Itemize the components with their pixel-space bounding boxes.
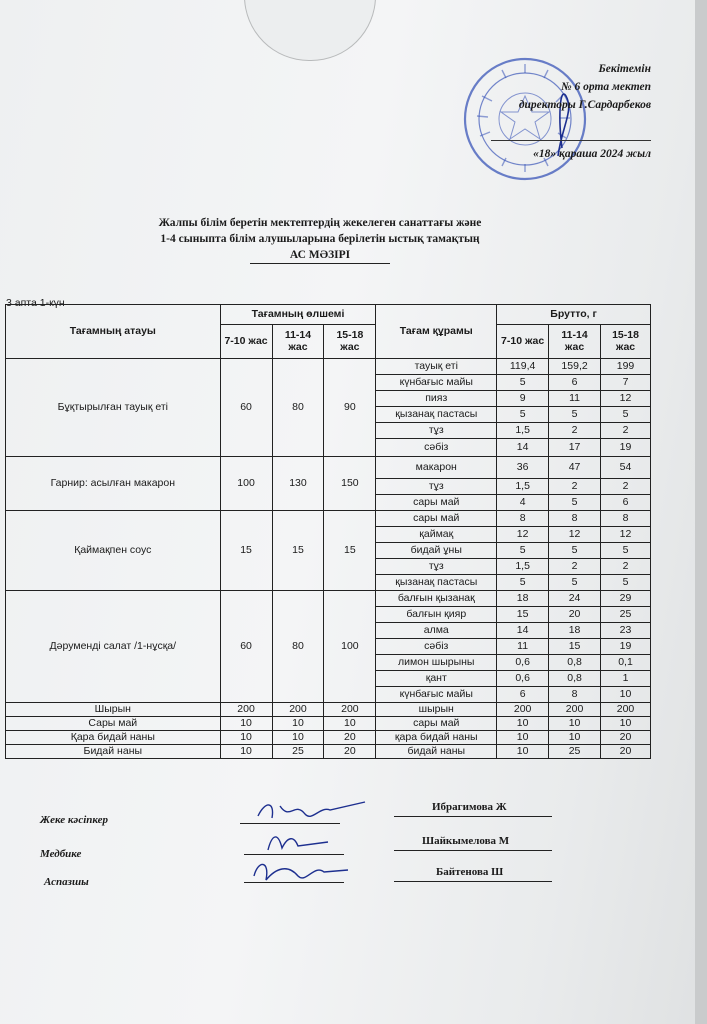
- signature-mark-2: [258, 826, 338, 856]
- ingredient-name: қант: [376, 670, 497, 686]
- portion-value: 200: [272, 702, 324, 716]
- brutto-value: 0,8: [549, 670, 601, 686]
- brutto-value: 119,4: [497, 358, 549, 374]
- brutto-value: 200: [497, 702, 549, 716]
- brutto-value: 5: [601, 574, 651, 590]
- brutto-value: 20: [601, 730, 651, 744]
- signer-name-1: Ибрагимова Ж: [432, 801, 507, 813]
- portion-value: 10: [272, 730, 324, 744]
- document-title: [0, 215, 640, 264]
- portion-value: 15: [220, 510, 272, 590]
- brutto-value: 25: [601, 606, 651, 622]
- brutto-value: 0,8: [549, 654, 601, 670]
- brutto-value: 5: [549, 494, 601, 510]
- brutto-value: 5: [549, 574, 601, 590]
- brutto-value: 7: [601, 374, 651, 390]
- portion-value: 60: [220, 590, 272, 702]
- brutto-value: 200: [549, 702, 601, 716]
- background-edge: [695, 0, 707, 1024]
- brutto-value: 25: [549, 744, 601, 758]
- ingredient-name: қызанақ пастасы: [376, 406, 497, 422]
- week-day-label: 3 апта 1-күн: [6, 297, 65, 309]
- brutto-value: 1,5: [497, 558, 549, 574]
- signature-mark-1: [250, 796, 370, 826]
- ingredient-name: бидай ұны: [376, 542, 497, 558]
- brutto-value: 6: [601, 494, 651, 510]
- brutto-value: 15: [497, 606, 549, 622]
- brutto-value: 6: [497, 686, 549, 702]
- table-row: [6, 730, 651, 744]
- brutto-value: 2: [549, 478, 601, 494]
- title-line-3: АС МӘЗІРІ: [250, 247, 390, 264]
- signer-role-1: Жеке кәсіпкер: [40, 814, 109, 826]
- brutto-value: 10: [497, 730, 549, 744]
- header-portion: Тағамның өлшемі: [220, 304, 376, 324]
- brutto-value: 2: [549, 558, 601, 574]
- ingredient-name: макарон: [376, 456, 497, 478]
- dish-name: Қаймақпен соус: [6, 510, 221, 590]
- brutto-value: 10: [601, 686, 651, 702]
- brutto-value: 2: [549, 422, 601, 438]
- header-age-11-14: 11-14 жас: [272, 324, 324, 358]
- brutto-value: 5: [497, 406, 549, 422]
- table-row: [6, 358, 651, 374]
- dish-name: Гарнир: асылған макарон: [6, 456, 221, 510]
- portion-value: 20: [324, 744, 376, 758]
- ingredient-name: сары май: [376, 510, 497, 526]
- table-row: [6, 744, 651, 758]
- menu-table: [5, 290, 651, 759]
- brutto-value: 5: [497, 542, 549, 558]
- signer-role-3: Аспазшы: [44, 876, 89, 888]
- brutto-value: 54: [601, 456, 651, 478]
- brutto-value: 0,1: [601, 654, 651, 670]
- ingredient-name: қызанақ пастасы: [376, 574, 497, 590]
- brutto-value: 12: [601, 390, 651, 406]
- brutto-value: 1,5: [497, 422, 549, 438]
- dish-name: Дәруменді салат /1-нұсқа/: [6, 590, 221, 702]
- brutto-value: 19: [601, 438, 651, 456]
- portion-value: 130: [272, 456, 324, 510]
- portion-value: 100: [324, 590, 376, 702]
- header-age-7-10: 7-10 жас: [220, 324, 272, 358]
- ingredient-name: қаймақ: [376, 526, 497, 542]
- brutto-value: 0,6: [497, 670, 549, 686]
- portion-value: 15: [272, 510, 324, 590]
- ingredient-name: бидай наны: [376, 744, 497, 758]
- portion-value: 20: [324, 730, 376, 744]
- dish-name: Сары май: [6, 716, 221, 730]
- ingredient-name: тұз: [376, 558, 497, 574]
- brutto-value: 47: [549, 456, 601, 478]
- approval-date: «18» қараша 2024 жыл: [533, 148, 651, 160]
- table-row: [6, 510, 651, 526]
- ingredient-name: балғын қызанақ: [376, 590, 497, 606]
- portion-value: 80: [272, 358, 324, 456]
- brutto-value: 10: [549, 730, 601, 744]
- brutto-value: 10: [601, 716, 651, 730]
- brutto-value: 8: [549, 686, 601, 702]
- approval-block: [451, 60, 651, 163]
- brutto-value: 159,2: [549, 358, 601, 374]
- title-line-1: Жалпы білім беретін мектептердің жекелеген санаттағы және: [158, 217, 482, 229]
- title-line-2: 1-4 сыныпта білім алушыларына берілетін ыстық тамақтың: [160, 233, 480, 245]
- portion-value: 10: [324, 716, 376, 730]
- table-row: [6, 716, 651, 730]
- ingredient-name: сары май: [376, 494, 497, 510]
- approval-heading: Бекітемін: [598, 63, 651, 75]
- approval-signature-line: [491, 114, 651, 141]
- portion-value: 10: [220, 730, 272, 744]
- brutto-value: 200: [601, 702, 651, 716]
- brutto-value: 12: [497, 526, 549, 542]
- header-brutto-15-18: 15-18 жас: [601, 324, 651, 358]
- brutto-value: 8: [549, 510, 601, 526]
- brutto-value: 11: [497, 638, 549, 654]
- signer-role-2: Медбике: [40, 848, 82, 860]
- dish-name: Шырын: [6, 702, 221, 716]
- menu-table-body: [6, 358, 651, 758]
- brutto-value: 2: [601, 422, 651, 438]
- ingredient-name: тұз: [376, 478, 497, 494]
- ingredient-name: лимон шырыны: [376, 654, 497, 670]
- ingredient-name: балғын қияр: [376, 606, 497, 622]
- brutto-value: 1,5: [497, 478, 549, 494]
- ingredient-name: күнбағыс майы: [376, 374, 497, 390]
- portion-value: 100: [220, 456, 272, 510]
- brutto-value: 0,6: [497, 654, 549, 670]
- portion-value: 200: [220, 702, 272, 716]
- brutto-value: 10: [497, 744, 549, 758]
- brutto-value: 8: [601, 510, 651, 526]
- header-brutto: Брутто, г: [497, 304, 651, 324]
- portion-value: 80: [272, 590, 324, 702]
- ingredient-name: қара бидай наны: [376, 730, 497, 744]
- header-composition: Тағам құрамы: [376, 304, 497, 358]
- dish-name: Бидай наны: [6, 744, 221, 758]
- header-brutto-11-14: 11-14 жас: [549, 324, 601, 358]
- dish-name: Қара бидай наны: [6, 730, 221, 744]
- ingredient-name: шырын: [376, 702, 497, 716]
- portion-value: 60: [220, 358, 272, 456]
- signature-mark-3: [248, 856, 358, 886]
- brutto-value: 23: [601, 622, 651, 638]
- brutto-value: 17: [549, 438, 601, 456]
- brutto-value: 4: [497, 494, 549, 510]
- brutto-value: 2: [601, 558, 651, 574]
- brutto-value: 14: [497, 622, 549, 638]
- ingredient-name: сәбіз: [376, 438, 497, 456]
- approval-school: № 6 орта мектеп: [561, 81, 651, 93]
- brutto-value: 15: [549, 638, 601, 654]
- portion-value: 90: [324, 358, 376, 456]
- table-row: [6, 590, 651, 606]
- ingredient-name: тұз: [376, 422, 497, 438]
- dish-name: Бұқтырылған тауық еті: [6, 358, 221, 456]
- approval-director: директоры Г.Сардарбеков: [518, 99, 651, 111]
- brutto-value: 36: [497, 456, 549, 478]
- brutto-value: 5: [549, 406, 601, 422]
- portion-value: 10: [272, 716, 324, 730]
- brutto-value: 2: [601, 478, 651, 494]
- ingredient-name: сары май: [376, 716, 497, 730]
- brutto-value: 19: [601, 638, 651, 654]
- brutto-value: 8: [497, 510, 549, 526]
- signer-name-3: Байтенова Ш: [436, 866, 504, 878]
- brutto-value: 5: [497, 574, 549, 590]
- portion-value: 10: [220, 744, 272, 758]
- header-brutto-7-10: 7-10 жас: [497, 324, 549, 358]
- portion-value: 25: [272, 744, 324, 758]
- brutto-value: 10: [497, 716, 549, 730]
- brutto-value: 18: [549, 622, 601, 638]
- brutto-value: 5: [601, 406, 651, 422]
- brutto-value: 1: [601, 670, 651, 686]
- ingredient-name: күнбағыс майы: [376, 686, 497, 702]
- brutto-value: 5: [497, 374, 549, 390]
- brutto-value: 5: [601, 542, 651, 558]
- portion-value: 15: [324, 510, 376, 590]
- brutto-value: 6: [549, 374, 601, 390]
- brutto-value: 20: [549, 606, 601, 622]
- header-age-15-18: 15-18 жас: [324, 324, 376, 358]
- portion-value: 10: [220, 716, 272, 730]
- brutto-value: 12: [601, 526, 651, 542]
- brutto-value: 11: [549, 390, 601, 406]
- portion-value: 200: [324, 702, 376, 716]
- brutto-value: 12: [549, 526, 601, 542]
- ingredient-name: алма: [376, 622, 497, 638]
- brutto-value: 5: [549, 542, 601, 558]
- brutto-value: 29: [601, 590, 651, 606]
- ingredient-name: тауық еті: [376, 358, 497, 374]
- ingredient-name: пияз: [376, 390, 497, 406]
- table-row: [6, 702, 651, 716]
- signer-name-2: Шайкымелова М: [422, 835, 510, 847]
- brutto-value: 9: [497, 390, 549, 406]
- brutto-value: 10: [549, 716, 601, 730]
- brutto-value: 20: [601, 744, 651, 758]
- brutto-value: 199: [601, 358, 651, 374]
- portion-value: 150: [324, 456, 376, 510]
- brutto-value: 24: [549, 590, 601, 606]
- brutto-value: 14: [497, 438, 549, 456]
- header-dish-name: Тағамның атауы: [6, 304, 221, 358]
- table-row: [6, 456, 651, 478]
- brutto-value: 18: [497, 590, 549, 606]
- ingredient-name: сәбіз: [376, 638, 497, 654]
